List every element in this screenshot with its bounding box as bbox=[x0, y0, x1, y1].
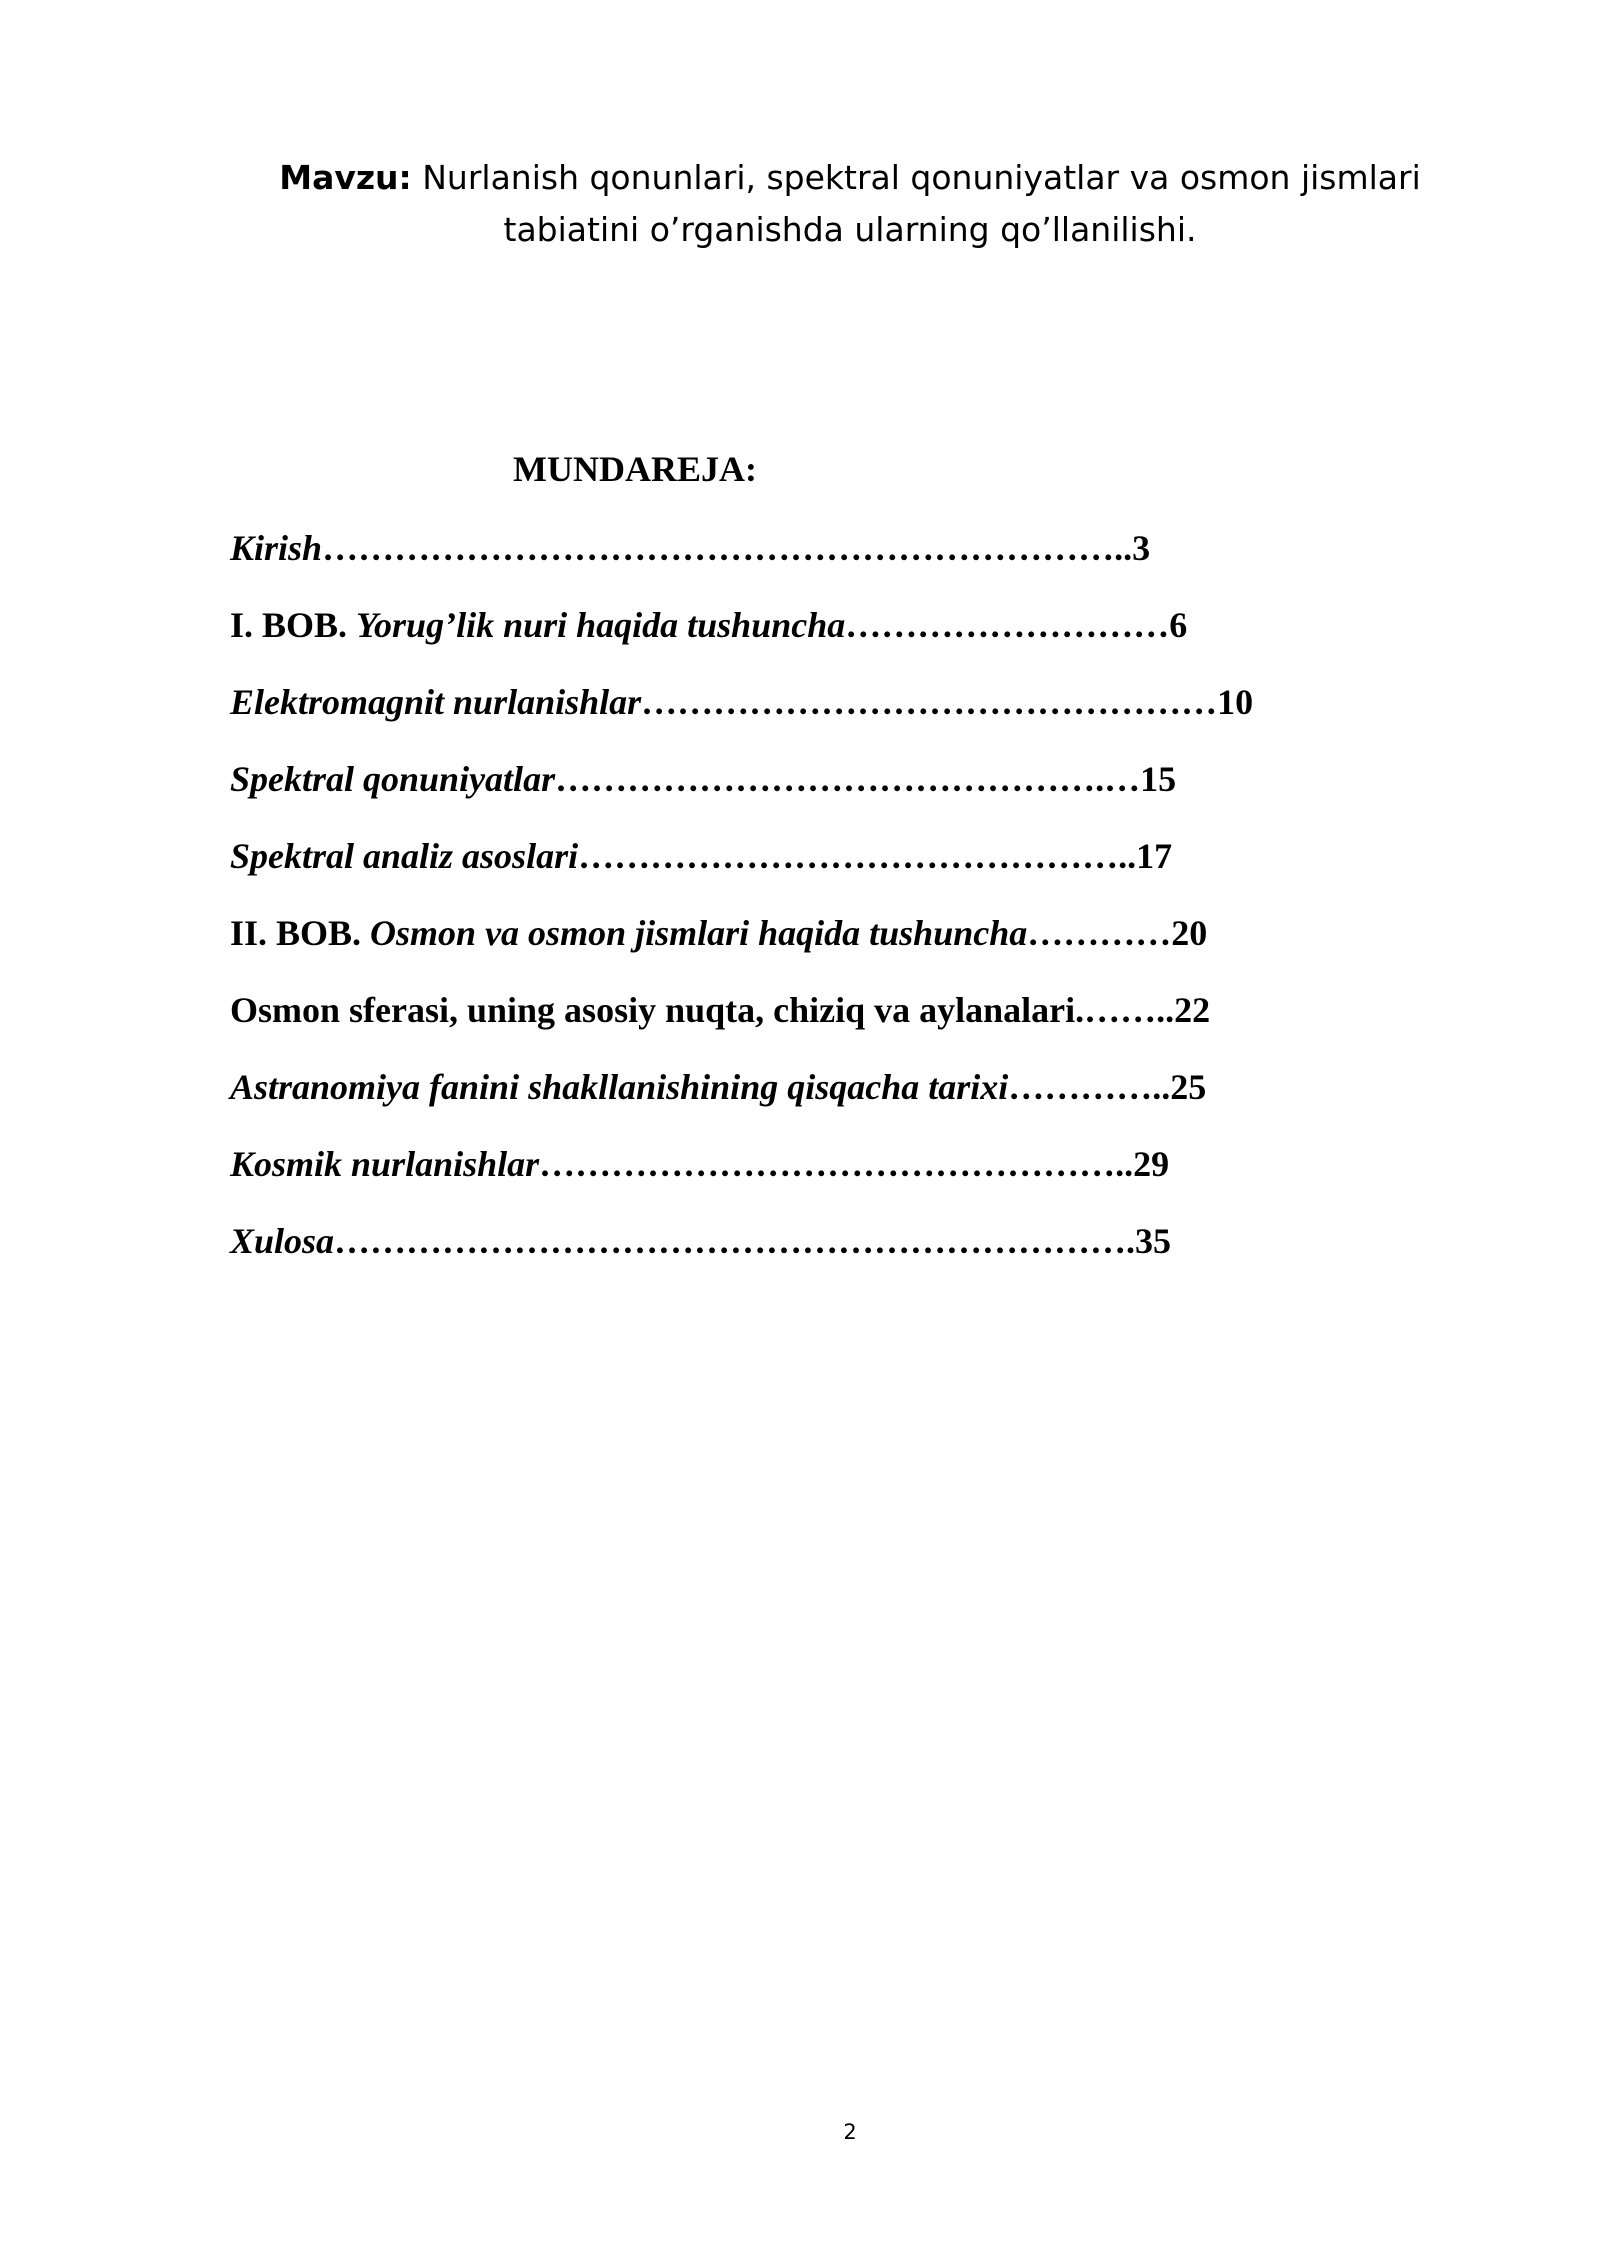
toc-entry-dots: ………………………………………. bbox=[578, 836, 1128, 876]
toc-heading: MUNDAREJA: bbox=[513, 449, 757, 489]
table-of-contents bbox=[230, 523, 1330, 1293]
toc-entry-page: 15 bbox=[1140, 759, 1177, 799]
toc-entry-kirish bbox=[230, 523, 1330, 600]
toc-entry-title: Astranomiya fanini shakllanishining qisqacha tarixi bbox=[230, 1067, 1009, 1107]
toc-entry-dots: ………….. bbox=[1008, 1067, 1171, 1107]
toc-entry-bob-1 bbox=[230, 600, 1330, 677]
toc-entry-dots: ………… bbox=[1027, 913, 1172, 953]
toc-entry-title: Spektral analiz asoslari bbox=[230, 836, 579, 876]
toc-entry-title: Elektromagnit nurlanishlar bbox=[230, 682, 642, 722]
toc-entry-page: 3 bbox=[1132, 528, 1151, 568]
toc-entry-spektral-analiz bbox=[230, 831, 1330, 908]
toc-entry-spektral-qonuniyatlar bbox=[230, 754, 1330, 831]
toc-entry-dots: ………………………………………… bbox=[641, 682, 1218, 722]
toc-entry-title: Osmon sferasi, uning asosiy nuqta, chiziq va aylanalari. bbox=[230, 990, 1085, 1030]
toc-entry-dots: ……………………… bbox=[845, 605, 1170, 645]
toc-entry-page: .17 bbox=[1127, 836, 1173, 876]
topic-label: Mavzu: bbox=[279, 158, 412, 197]
page-number: 2 bbox=[843, 2120, 857, 2144]
toc-entry-prefix: I. BOB. bbox=[230, 605, 357, 645]
toc-entry-kosmik-nurlanishlar bbox=[230, 1139, 1330, 1216]
toc-entry-osmon-sferasi bbox=[230, 985, 1330, 1062]
toc-entry-bob-2 bbox=[230, 908, 1330, 985]
topic-text: Nurlanish qonunlari, spektral qonuniyatlar va osmon jismlari tabiatini o’rganishda ularning qo’llanilishi. bbox=[411, 158, 1421, 249]
toc-entry-page: 35 bbox=[1135, 1221, 1172, 1261]
topic-statement bbox=[230, 152, 1470, 256]
toc-entry-title: Yorug’lik nuri haqida tushuncha bbox=[356, 605, 846, 645]
toc-entry-title: Kosmik nurlanishlar bbox=[230, 1144, 540, 1184]
toc-entry-page: 20 bbox=[1171, 913, 1208, 953]
toc-entry-xulosa bbox=[230, 1216, 1330, 1293]
toc-entry-page: 22 bbox=[1174, 990, 1211, 1030]
toc-entry-dots: ……………………………………….… bbox=[555, 759, 1141, 799]
toc-entry-title: Osmon va osmon jismlari haqida tushuncha bbox=[370, 913, 1028, 953]
toc-entry-dots: …….. bbox=[1084, 990, 1175, 1030]
toc-entry-title: Kirish bbox=[230, 528, 323, 568]
toc-entry-page: .29 bbox=[1124, 1144, 1170, 1184]
toc-entry-title: Spektral qonuniyatlar bbox=[230, 759, 556, 799]
toc-entry-astranomiya-tarixi bbox=[230, 1062, 1330, 1139]
toc-entry-elektromagnit bbox=[230, 677, 1330, 754]
toc-entry-dots: …………………………………………………………. bbox=[334, 1221, 1136, 1261]
toc-entry-title: Xulosa bbox=[230, 1221, 335, 1261]
toc-entry-page: 10 bbox=[1217, 682, 1254, 722]
toc-entry-dots: …………………………………………. bbox=[539, 1144, 1125, 1184]
toc-entry-dots: ………………………………………………………….. bbox=[322, 528, 1133, 568]
toc-entry-page: 25 bbox=[1170, 1067, 1207, 1107]
toc-entry-prefix: II. BOB. bbox=[230, 913, 371, 953]
toc-entry-page: 6 bbox=[1169, 605, 1188, 645]
